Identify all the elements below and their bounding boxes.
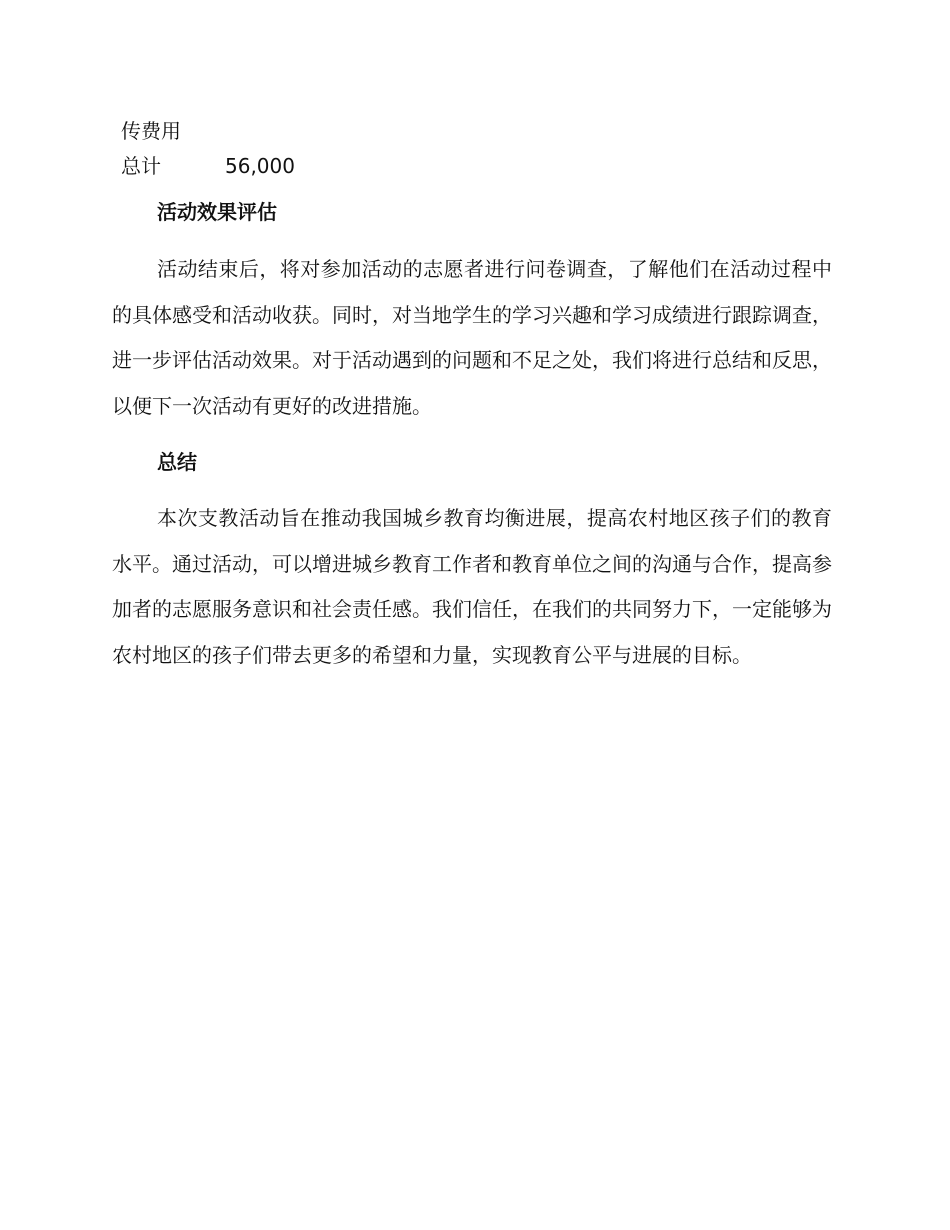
budget-row-total	[121, 153, 295, 179]
budget-row-label: 总计	[121, 154, 161, 178]
section-paragraph-evaluation: 活动结束后，将对参加活动的志愿者进行问卷调查，了解他们在活动过程中的具体感受和活动收获。同时，对当地学生的学习兴趣和学习成绩进行跟踪调查，进一步评估活动效果。对于活动遇到的问题和不足之处，我们将进行总结和反思，以便下一次活动有更好的改进措施。	[112, 257, 832, 418]
section-paragraph-summary: 本次支教活动旨在推动我国城乡教育均衡进展，提高农村地区孩子们的教育水平。通过活动，可以增进城乡教育工作者和教育单位之间的沟通与合作，提高参加者的志愿服务意识和社会责任感。我们信任，在我们的共同努力下，一定能够为农村地区的孩子们带去更多的希望和力量，实现教育公平与进展的目标。	[112, 506, 832, 667]
budget-row-label: 传费用	[121, 119, 181, 143]
budget-row-publicity	[121, 118, 225, 144]
section-heading-evaluation: 活动效果评估	[157, 200, 277, 224]
section-heading-summary: 总结	[157, 450, 197, 474]
budget-row-value: 56,000	[225, 154, 295, 178]
